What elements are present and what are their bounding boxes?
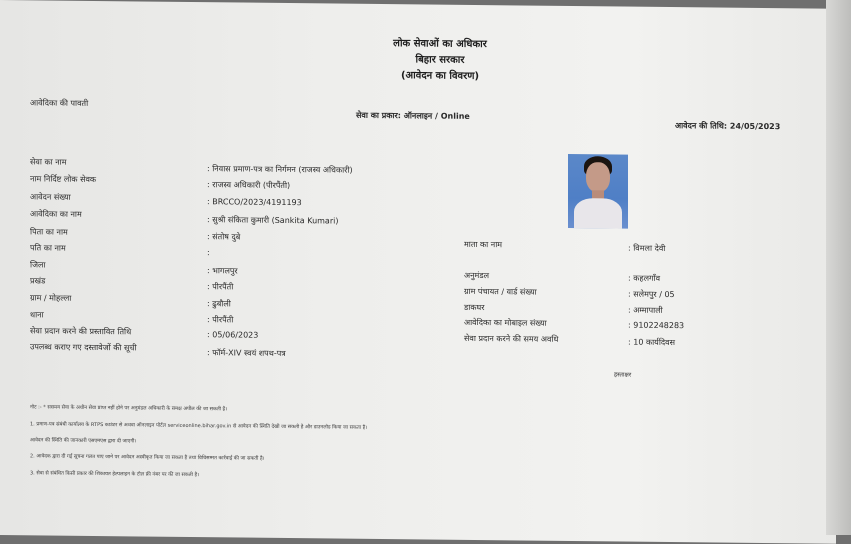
field-label-applicant-name: आवेदिका का नाम (30, 209, 82, 219)
field-label-village: ग्राम / मोहल्ला (30, 293, 72, 303)
signature-label: हस्ताक्षर (614, 371, 632, 379)
service-type: सेवा का प्रकार: ऑनलाइन / Online (356, 110, 470, 121)
field-value-applicant-name: : सुश्री संकिता कुमारी (Sankita Kumari) (207, 215, 339, 226)
field-value-district: : भागलपुर (207, 266, 238, 276)
note-line-4: 2. आवेदक द्वारा दी गई सूचना गलत पाए जाने पर आवेदन अस्वीकृत किया जा सकता है तथा विधिसम्मत कार्रवाई की जा सकती है। (30, 453, 265, 462)
applicant-photo (568, 154, 628, 229)
field-value-police-station: : पीरपैंती (207, 315, 234, 325)
field-label-panchayat-ward: ग्राम पंचायत / वार्ड संख्या (464, 286, 537, 297)
header-line-2: बिहार सरकार (415, 54, 465, 66)
field-value-public-servant: : राजस्व अधिकारी (पीरपैंती) (207, 180, 291, 191)
note-line-1: नोट :- * ससमय सेवा के अधीन सेवा प्राप्त नहीं होने पर अनुमंडल अधिकारी के समक्ष अपील की जा सकती है। (30, 404, 228, 413)
field-label-mobile: आवेदिका का मोबाइल संख्या (464, 317, 547, 328)
field-value-mother-name: : विमला देवी (628, 243, 666, 253)
page-edge (826, 0, 851, 535)
field-value-father-name: : संतोष दुबे (207, 232, 241, 242)
field-value-mobile: : 9102248283 (628, 320, 685, 331)
header-line-3: (आवेदन का विवरण) (400, 70, 480, 83)
field-label-documents: उपलब्ध कराए गए दस्तावेजों की सूची (30, 342, 137, 353)
note-line-2: 1. प्रमाण-पत्र संबंधी कार्यालय के RTPS काउंटर से अथवा ऑनलाइन पोर्टल serviceonline.bihar.gov.in से आवेदन की स्थिति देखी जा सकती है और डाउनलोड किया जा सकता है। (30, 421, 368, 431)
note-line-3: आवेदन की स्थिति की जानकारी एसएमएस द्वारा दी जाएगी। (30, 437, 137, 445)
field-value-village: : ढुबौली (207, 299, 231, 309)
field-label-mother-name: माता का नाम (464, 239, 503, 250)
field-label-service-name: सेवा का नाम (30, 157, 67, 167)
header-line-1: लोक सेवाओं का अधिकार (393, 38, 487, 51)
field-label-subdivision: अनुमंडल (464, 270, 490, 281)
field-value-panchayat-ward: : सलेमपुर / 05 (628, 289, 675, 300)
field-label-father-name: पिता का नाम (30, 227, 68, 237)
field-label-post-office: डाकघर (464, 302, 485, 313)
field-label-application-number: आवेदन संख्या (30, 192, 71, 202)
field-value-application-number: : BRCCO/2023/4191193 (207, 197, 302, 208)
field-value-husband-name: : (207, 248, 210, 258)
note-line-5: 3. सेवा से संबंधित किसी प्रकार की शिकायत हेल्पलाइन के टोल फ्री नंबर पर की जा सकती है। (30, 470, 199, 479)
field-value-time-limit: : 10 कार्यदिवस (628, 337, 675, 348)
field-label-husband-name: पति का नाम (30, 243, 66, 253)
field-value-post-office: : अम्मापाली (628, 305, 663, 315)
field-label-public-servant: नाम निर्दिष्ट लोक सेवक (30, 174, 97, 185)
receipt-label: आवेदिका की पावती (30, 98, 89, 108)
field-label-time-limit: सेवा प्रदान करने की समय अवधि (464, 333, 559, 344)
field-value-proposed-date: : 05/06/2023 (207, 330, 259, 340)
field-label-block: प्रखंड (30, 276, 46, 286)
field-value-service-name: : निवास प्रमाण-पत्र का निर्गमन (राजस्व अधिकारी) (207, 164, 353, 175)
field-value-subdivision: : कहलगाँव (628, 273, 661, 283)
field-label-proposed-date: सेवा प्रदान करने की प्रस्तावित तिथि (30, 326, 132, 337)
field-label-district: जिला (30, 260, 46, 270)
field-label-police-station: थाना (30, 310, 44, 320)
field-value-documents: : फॉर्म-XIV स्वयं शपथ-पत्र (207, 348, 286, 358)
application-date: आवेदन की तिथि: 24/05/2023 (675, 121, 781, 132)
field-value-block: : पीरपैंती (207, 282, 234, 292)
